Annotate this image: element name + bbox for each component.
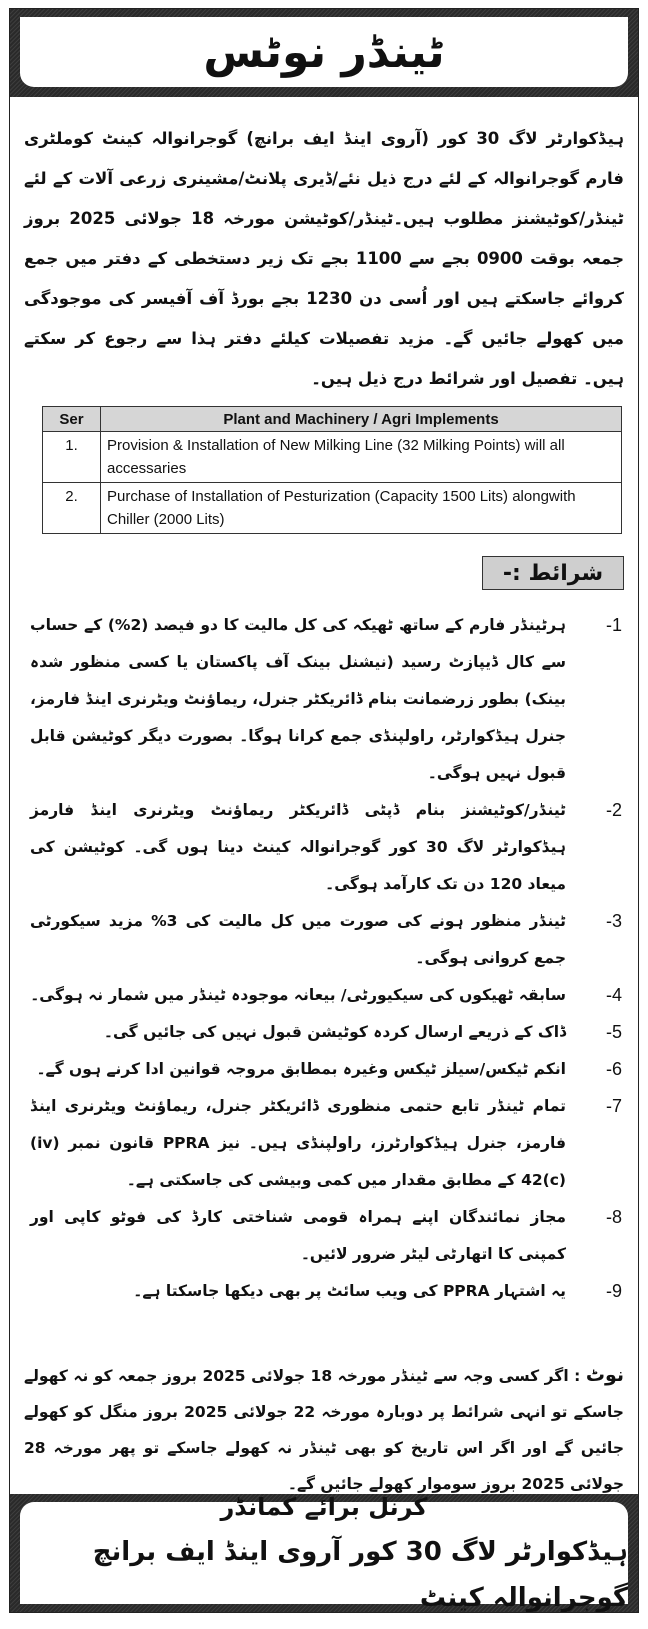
term-item [24,1273,624,1310]
row-ser: 1. [43,432,101,483]
tender-notice [9,8,639,1613]
term-item [24,607,624,792]
term-item [24,903,624,977]
note-paragraph [24,1357,624,1502]
term-text: ہرٹینڈر فارم کے ساتھ ٹھیکہ کی کل مالیت کا دو فیصد (2%) کے حساب سے کال ڈیپازٹ رسید (نیشنل بینک آف پاکستان یا کسی منظور شدہ بینک) بطور زرضمانت بنام ڈائریکٹر جنرل، ریماؤنٹ ویٹرنری اینڈ فارمز، جنرل ہیڈکوارٹر، راولپنڈی جمع کرانا ہوگا۔ بصورت دیگر کوٹیشن قابل قبول نہیں ہوگی۔ [30,616,566,782]
intro-paragraph: ہیڈکوارٹر لاگ 30 کور (آروی اینڈ ایف برانچ) گوجرانوالہ کینٹ کوملٹری فارم گوجرانوالہ کے لئے درج ذیل نئے/ڈیری پلانٹ/مشینری زرعی آلات کے لئے ٹینڈر/کوٹیشنز مطلوب ہیں۔ٹینڈر/کوٹیشن مورخہ 18 جولائی 2025 بروز جمعہ بوقت 0900 بجے سے 1100 بجے تک زیر دستخطی کے دفتر میں جمع کروائے جاسکتے ہیں اور اُسی دن 1230 بجے بورڈ آف آفیسر کی موجودگی میں کھولے جائیں گے۔ مزید تفصیلات کیلئے دفتر ہذا سے رجوع کر سکتے ہیں۔ تفصیل اور شرائط درج ذیل ہیں۔ [24,129,624,388]
term-number: -8 [605,1207,622,1227]
term-number: -6 [605,1059,622,1079]
signatory-title: کرنل برائے کمانڈر [220,1493,428,1521]
item-header: Plant and Machinery / Agri Implements [101,407,622,432]
term-number: -7 [605,1096,622,1116]
items-table [42,406,622,534]
terms-list [24,607,624,1310]
term-text: تمام ٹینڈر تابع حتمی منظوری ڈائریکٹر جنرل، ریماؤنٹ ویٹرنری اینڈ فارمز، جنرل ہیڈکوارٹرز، راولپنڈی ہیں۔ نیز PPRA قانون نمبر (iv) 42(c) کے مطابق مقدار میں کمی وبیشی کی جاسکتی ہے۔ [30,1097,566,1189]
row-ser: 2. [43,483,101,534]
term-item [24,792,624,903]
term-text: ٹینڈر/کوٹیشنز بنام ڈپٹی ڈائریکٹر ریماؤنٹ ویٹرنری اینڈ فارمز ہیڈکوارٹر لاگ 30 کور گوجرانوالہ کینٹ دینا ہوں گی۔ کوٹیشن کی میعاد 120 دن تک کارآمد ہوگی۔ [30,801,566,893]
footer-plate [20,1493,628,1613]
row-item: Provision & Installation of New Milking Line (32 Milking Points) will all accessaries [101,432,622,483]
term-item [24,1051,624,1088]
note-label: نوٹ [585,1364,624,1386]
term-text: یہ اشتہار PPRA کی ویب سائٹ پر بھی دیکھا جاسکتا ہے۔ [133,1282,566,1300]
term-number: -5 [605,1022,622,1042]
row-item: Purchase of Installation of Pesturization (Capacity 1500 Lits) alongwith Chiller (2000 Lits) [101,483,622,534]
term-item [24,1199,624,1273]
table-row [43,483,622,534]
table-header-row [43,407,622,432]
term-number: -2 [605,800,622,820]
term-item [24,1088,624,1199]
term-text: مجاز نمائندگان اپنے ہمراہ قومی شناختی کارڈ کی فوٹو کاپی اور کمپنی کا اتھارٹی لیٹر ضرور لائیں۔ [30,1208,566,1263]
table-row [43,432,622,483]
footer-banner [10,1494,638,1612]
term-item [24,1014,624,1051]
header-banner [10,9,638,97]
term-number: -1 [605,615,622,635]
term-text: ٹینڈر منظور ہونے کی صورت میں کل مالیت کی 3% مزید سیکورٹی جمع کروانی ہوگی۔ [30,912,567,967]
term-text: ڈاک کے ذریعے ارسال کردہ کوٹیشن قبول نہیں کی جائیں گی۔ [103,1023,566,1041]
header-plate [20,17,628,87]
term-number: -4 [605,985,622,1005]
notice-title: ٹینڈر نوٹس [203,26,445,78]
term-item [24,977,624,1014]
term-text: انکم ٹیکس/سیلز ٹیکس وغیرہ بمطابق مروجہ قوانین ادا کرنے ہوں گے۔ [36,1060,566,1078]
signatory-office: ہیڈکوارٹر لاگ 30 کور آروی اینڈ ایف برانچ گوجرانوالہ کینٹ [92,1537,628,1613]
term-text: سابقہ ٹھیکوں کی سیکیورٹی/ بیعانہ موجودہ ٹینڈر میں شمار نہ ہوگی۔ [30,986,566,1004]
ser-header: Ser [43,407,101,432]
terms-heading: شرائط :- [482,556,624,590]
term-number: -3 [605,911,622,931]
term-number: -9 [605,1281,622,1301]
note-text: : اگر کسی وجہ سے ٹینڈر مورخہ 18 جولائی 2025 بروز جمعہ کو نہ کھولے جاسکے تو انہی شرائط پر دوبارہ مورخہ 22 جولائی 2025 بروز منگل کو کھولے جائیں گے اور اگر اس تاریخ کو بھی ٹینڈر نہ کھولے جاسکے تو پھر مورخہ 28 جولائی 2025 بروز سوموار کھولے جائیں گے۔ [24,1367,624,1493]
